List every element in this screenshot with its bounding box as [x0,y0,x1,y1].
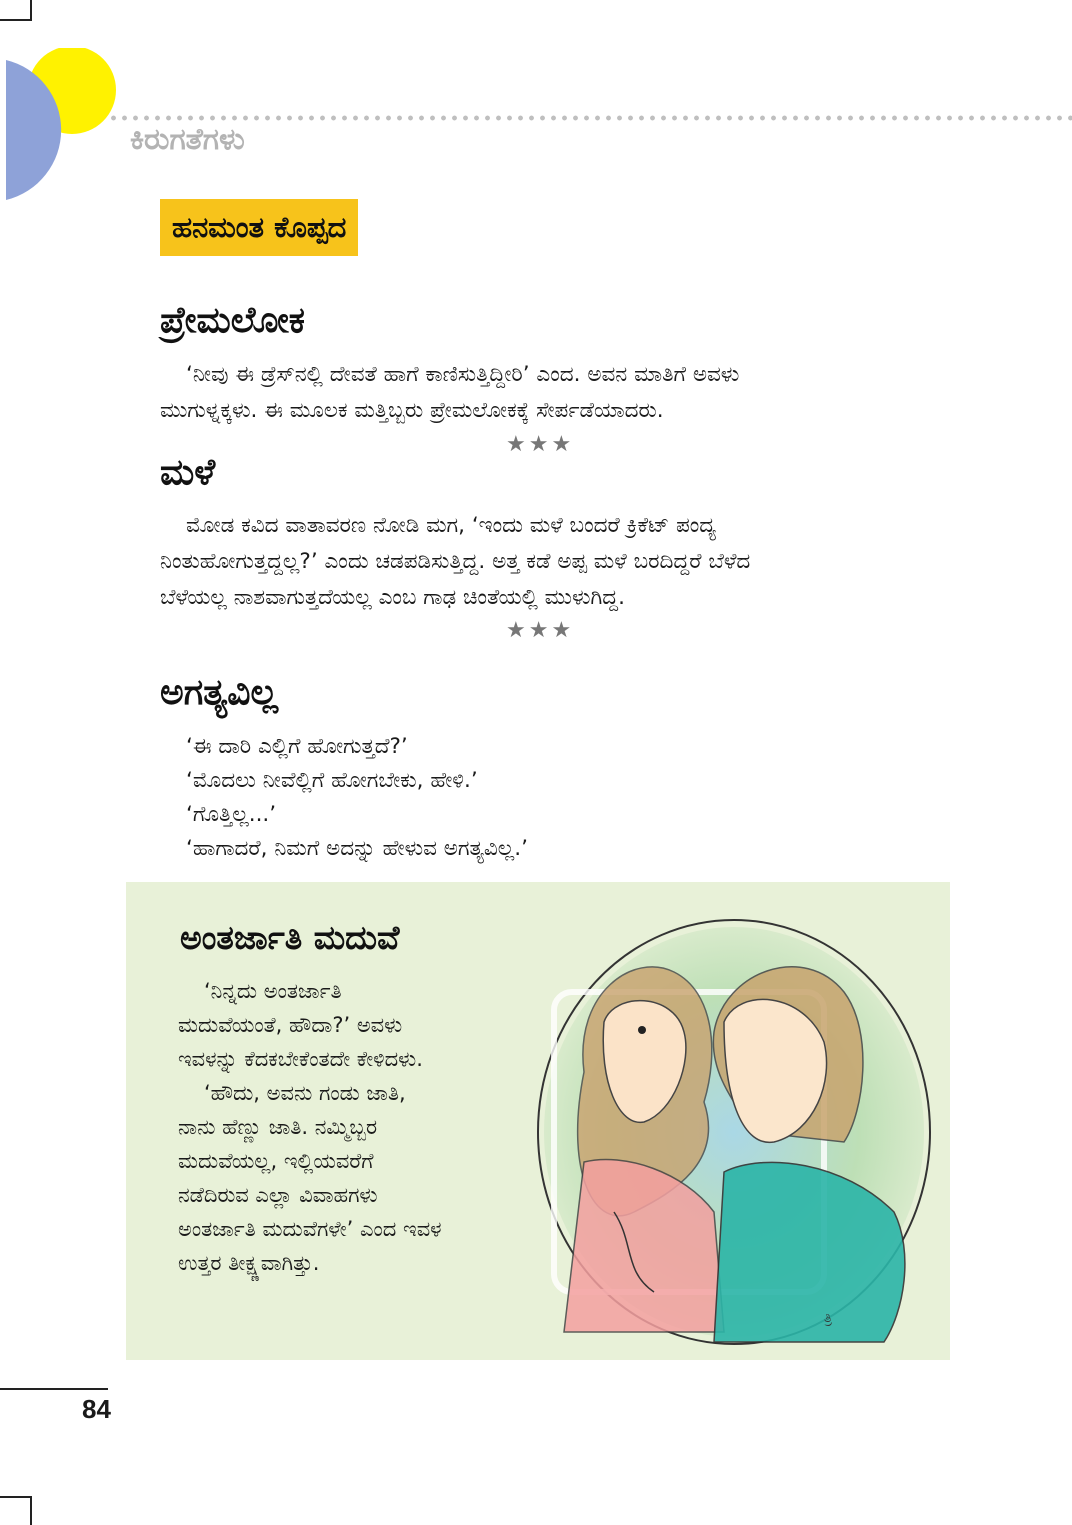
boxed-story-title: ಅಂತರ್ಜಾತಿ ಮದುವೆ [180,918,400,957]
crop-mark-bottom-vertical [30,1496,32,1525]
story-title: ಮಳೆ [160,452,216,493]
boxed-line: ‘ನಿನ್ನದು ಅಂತರ್ಜಾತಿ [204,979,342,1003]
decorative-circles [0,48,120,208]
crop-mark-top-horizontal [0,19,32,21]
dialogue-block [186,730,528,866]
bindi [638,1026,646,1034]
crop-mark-top-vertical [30,0,32,20]
boxed-line: ನಾನು ಹೆಣ್ಣು ಜಾತಿ. ನಮ್ಮಿಬ್ಬರ [178,1115,378,1139]
boxed-line: ನಡೆದಿರುವ ಎಲ್ಲಾ ವಿವಾಹಗಳು [178,1183,378,1207]
dialogue-line: ‘ಈ ದಾರಿ ಎಲ್ಲಿಗೆ ಹೋಗುತ್ತದೆ?’ [186,734,408,759]
author-name: ಹನಮಂತ ಕೊಪ್ಪದ [160,199,358,256]
dialogue-line: ‘ಮೊದಲು ನೀವೆಲ್ಲಿಗೆ ಹೋಗಬೇಕು, ಹೇಳಿ.’ [186,768,478,793]
boxed-line: ಮದುವೆಯಲ್ಲ, ಇಲ್ಲಿಯವರೆಗೆ [178,1149,374,1173]
page-number: 84 [82,1394,111,1424]
page-number-rule [0,1388,108,1390]
dotted-rule [108,114,1072,122]
dialogue-line: ‘ಹಾಗಾದರೆ, ನಿಮಗೆ ಅದನ್ನು ಹೇಳುವ ಅಗತ್ಯವಿಲ್ಲ.’ [186,836,528,861]
two-women-illustration [524,912,944,1358]
story-paragraph [160,357,739,429]
story-line: ಮೋಡ ಕವಿದ ವಾತಾವರಣ ನೋಡಿ ಮಗ, ‘ಇಂದು ಮಳೆ ಬಂದರೆ ಕ್ರಿಕೆಟ್ ಪಂದ್ಯ [186,513,717,538]
story-line: ನಿಂತುಹೋಗುತ್ತದ್ದಲ್ಲ?’ ಎಂದು ಚಡಪಡಿಸುತ್ತಿದ್ದ. ಅತ್ತ ಕಡೆ ಅಪ್ಪ ಮಳೆ ಬರದಿದ್ದರೆ ಬೆಳೆದ [160,549,751,574]
boxed-line: ಉತ್ತರ ತೀಕ್ಷ್ಣವಾಗಿತ್ತು. [178,1251,320,1275]
boxed-line: ‘ಹೌದು, ಅವನು ಗಂಡು ಜಾತಿ, [204,1081,406,1105]
boxed-line: ಮದುವೆಯಂತೆ, ಹೌದಾ?’ ಅವಳು [178,1013,403,1037]
boxed-line: ಅಂತರ್ಜಾತಿ ಮದುವೆಗಳೇ’ ಎಂದ ಇವಳ [178,1217,442,1241]
separator-stars: ★★★ [506,618,575,643]
boxed-story-text [178,974,538,1280]
story-title: ಅಗತ್ಯವಿಲ್ಲ [160,672,279,713]
story-line: ‘ನೀವು ಈ ಡ್ರೆಸ್‌ನಲ್ಲಿ ದೇವತೆ ಹಾಗೆ ಕಾಣಿಸುತ್ತಿದ್ದೀರಿ’ ಎಂದ. ಅವನ ಮಾತಿಗೆ ಅವಳು [186,362,740,387]
highlight-box [126,882,950,1360]
story-line: ಬೆಳೆಯಲ್ಲ ನಾಶವಾಗುತ್ತದೆಯಲ್ಲ ಎಂಬ ಗಾಢ ಚಿಂತೆಯಲ್ಲಿ ಮುಳುಗಿದ್ದ. [160,585,625,610]
story-line: ಮುಗುಳ್ನಕ್ಕಳು. ಈ ಮೂಲಕ ಮತ್ತಿಬ್ಬರು ಪ್ರೇಮಲೋಕಕ್ಕೆ ಸೇರ್ಪಡೆಯಾದರು. [160,398,664,423]
story-title: ಪ್ರೇಮಲೋಕ [160,300,306,341]
section-label: ಕಿರುಗತೆಗಳು [130,122,245,157]
artist-signature: ತ್ರಿ [824,1310,833,1326]
story-paragraph [160,508,750,616]
boxed-line: ಇವಳನ್ನು ಕೆದಕಬೇಕೆಂತದೇ ಕೇಳಿದಳು. [178,1047,423,1071]
dialogue-line: ‘ಗೊತ್ತಿಲ್ಲ...’ [186,802,277,827]
crop-mark-bottom-horizontal [0,1496,32,1498]
separator-stars: ★★★ [506,432,575,457]
